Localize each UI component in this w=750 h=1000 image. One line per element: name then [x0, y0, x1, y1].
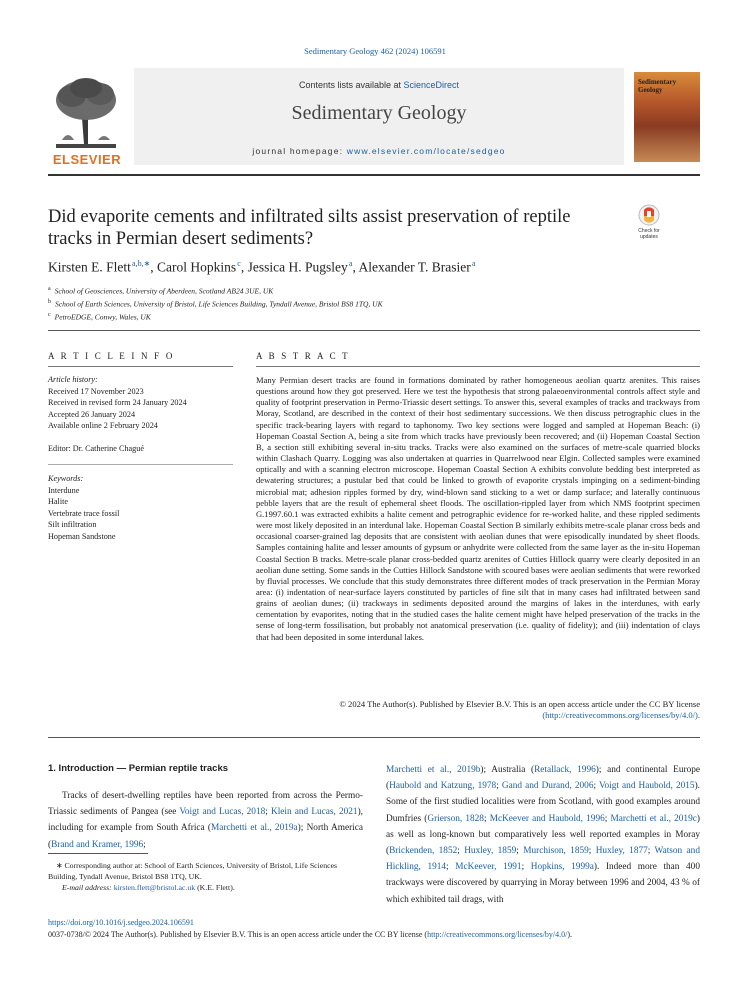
author-superscript[interactable]: a [471, 259, 476, 268]
body-text: ; [265, 807, 271, 818]
body-text: ); North America ( [48, 823, 363, 850]
body-text: ). Indeed more than 400 trackways were discovered by quarrying in Moray between 1996 and 2004, 43 % of which exhibited tail drags, with [386, 862, 700, 905]
affiliation-text: PetroEDGE, Conwy, Wales, UK [54, 312, 151, 322]
citation-link[interactable]: Hopkins, 1999a [530, 862, 594, 873]
citation-link[interactable]: Grierson, 1828 [427, 813, 484, 824]
author-name[interactable]: Carol Hopkins [157, 259, 237, 275]
journal-header [48, 68, 700, 165]
citation-link[interactable]: Marchetti et al., 2019c [610, 813, 697, 824]
body-text: ). Some of the first studied localities were from Scotland, with good examples around Dumfries ( [386, 781, 700, 824]
citation-link[interactable]: Voigt and Lucas, 2018 [179, 807, 266, 818]
citation-link[interactable]: McKeever, 1991 [455, 862, 522, 873]
abstract-copyright [256, 699, 700, 721]
footnote-divider [48, 853, 148, 854]
citation-link[interactable]: Watson and Hickling, 1914 [386, 846, 700, 873]
divider [48, 737, 700, 738]
affiliation-text: School of Earth Sciences, University of Bristol, Life Sciences Building, Tyndall Avenue, Bristol BS8 1TQ, UK [55, 299, 383, 309]
keyword: Halite [48, 497, 69, 506]
editor-line: Editor: Dr. Catherine Chagué [48, 443, 144, 453]
affiliation-marker: c [48, 312, 51, 318]
keyword: Silt infiltration [48, 520, 97, 529]
body-column-left [48, 788, 363, 853]
body-text: ) as well as long-known but comparatively less well reported examples in Moray ( [386, 813, 700, 857]
homepage-line [134, 146, 624, 156]
affiliation-item [48, 284, 708, 297]
affiliation-marker: a [48, 286, 51, 292]
author-name[interactable]: Kirsten E. Flett [48, 259, 131, 275]
keyword: Interdune [48, 485, 80, 495]
email-link[interactable]: kirsten.flett@bristol.ac.uk [113, 883, 196, 892]
body-text: ; [496, 781, 502, 792]
divider [48, 464, 233, 465]
divider [48, 330, 700, 331]
email-suffix: (K.E. Flett). [195, 883, 235, 892]
issn-line [48, 930, 748, 939]
body-column-right [386, 762, 700, 908]
body-text: ); and continental Europe ( [386, 765, 700, 792]
author-name[interactable]: Jessica H. Pugsley [247, 259, 348, 275]
license-link[interactable]: http://creativecommons.org/licenses/by/4.0/ [427, 930, 568, 939]
citation-link[interactable]: Huxley, 1877 [595, 846, 648, 857]
citation-link[interactable]: Haubold and Katzung, 1978 [389, 781, 497, 792]
history-online: Available online 2 February 2024 [48, 421, 158, 430]
sciencedirect-link[interactable]: ScienceDirect [403, 80, 460, 90]
divider [256, 366, 700, 367]
author-list: Kirsten E. Flett $^{a,b,∗}$, Carol Hopkins $^c$, Jessica H. Pugsley $^a$, Alexander T. Brasier $^a$ [48, 259, 476, 275]
footnotes [48, 860, 364, 893]
journal-title: Sedimentary Geology [291, 102, 467, 124]
keyword: Vertebrate trace fossil [48, 508, 120, 518]
history-received: Received 17 November 2023 [48, 386, 144, 396]
email-label: E-mail address: [62, 883, 114, 892]
article-title: Did evaporite cements and infiltrated silts assist preservation of reptile tracks in Permian desert sediments? [48, 207, 571, 249]
citation-link[interactable]: Huxley, 1859 [464, 846, 517, 857]
citation-link[interactable]: Brand and Kramer, 1996 [51, 839, 144, 850]
citation-link[interactable]: Klein and Lucas, 2021 [270, 807, 358, 818]
issn-end: ). [567, 930, 573, 939]
homepage-link[interactable]: www.elsevier.com/locate/sedgeo [346, 146, 506, 156]
body-text: ; [143, 839, 146, 850]
affiliation-text: School of Geosciences, University of Aberdeen, Scotland AB24 3UE, UK [54, 286, 274, 296]
body-text: ; [516, 846, 524, 857]
article-info-heading: A R T I C L E I N F O [48, 351, 175, 361]
body-text: ; [647, 846, 655, 857]
divider [48, 366, 233, 367]
author-name[interactable]: Alexander T. Brasier [358, 259, 471, 275]
issn-text: 0037-0738/© 2024 The Author(s). Published by Elsevier B.V. This is an open access article under the CC BY license ( [48, 930, 428, 939]
body-text: ; [521, 862, 531, 873]
journal-banner [134, 68, 624, 165]
history-revised: Received in revised form 24 January 2024 [48, 398, 187, 407]
affiliation-marker: b [48, 299, 51, 305]
affiliations [48, 284, 708, 323]
body-text: ; [483, 813, 490, 824]
citation-link[interactable]: Marchetti et al., 2019b [386, 765, 481, 775]
citation-link[interactable]: Voigt and Haubold, 2015 [598, 781, 695, 792]
section-heading: 1. Introduction — Permian reptile tracks [48, 763, 229, 774]
body-text: ; [588, 846, 596, 857]
citation-link[interactable]: McKeever and Haubold, 1996 [489, 813, 605, 824]
header-divider [48, 174, 700, 176]
affiliation-item [48, 310, 708, 323]
doi-link[interactable]: https://doi.org/10.1016/j.sedgeo.2024.106591 [48, 918, 194, 927]
abstract-heading: A B S T R A C T [256, 351, 350, 361]
cover-title: Sedimentary Geology [638, 78, 677, 94]
homepage-prefix: journal homepage: [252, 146, 347, 156]
elsevier-tree-logo[interactable] [48, 74, 124, 167]
author-superscript[interactable]: a,b,∗ [132, 259, 151, 268]
copyright-text: © 2024 The Author(s). Published by Elsevier B.V. This is an open access article under the CC BY license [339, 699, 700, 709]
body-text: ; [604, 813, 611, 824]
citation-link[interactable]: Murchison, 1859 [523, 846, 589, 857]
contents-prefix: Contents lists available at [298, 80, 404, 90]
check-for-updates-icon [632, 204, 666, 228]
email-note [48, 882, 364, 893]
journal-citation-link[interactable]: Sedimentary Geology 462 (2024) 106591 [304, 46, 446, 56]
abstract-body: Many Permian desert tracks are found in formations dominated by rather homogeneous aeolian quartz arenites. This raises questions around how they got preserved. Here we test the hypothesis that strong palaeoenvironmental controls affect style and quality of footprint preservation in Permo-Triassic desert settings. To answer this, several examples of tracks and trackways from Moray, Scotland, are described in the context of their host sedimentary successions. We then discuss petrographic clues in the specific track-bearing layers with regard to taphonomy. Two key sections were logged and sampled at Hopeman Beach: (i) Hopeman Coastal Section A, being a site from which tracks have previously been recovered; and (ii) Hopeman Coastal Section B, a section still exhibiting several in-situ tracks. Tracks were also examined on the surfaces of metre-scale quarried blocks within Clashach Quarry. Logging was also undertaken at quarries in Quarrelwood near Elgin. Collected samples were examined optically and with a scanning electron microscope. Hopeman Coastal Section A exhibits convolute bedding best interpreted as dewatering structures; a pustular bed that could be linked to growth of evaporite crystals impinging on a sediment-binding microbial mat; adhesion ripples formed by dry, wind-blown sand sticking to a wet or damp surface; and laterally continuous pebble layers that are the result of ephemeral sheet floods. The oscillation-rippled layer from which NMS footprint specimen G.1997.60.1 was extracted exhibits a halite cement and petrographic evidence for re-worked halite, and these rippled sediments were most likely deposited in an interdunal lake. Hopeman Coastal Section B similarly exhibits metre-scale planar cross beds and occasional coarser-grained lag deposits that are consistent with aeolian dunes that were episodically inundated by sheet floods. Samples containing halite and lesser amounts of gypsum or anhydrite were collected from the same layer as the in-situ Hopeman Coastal Section B tracks. Metre-scale planar cross-bedded quartz arenites of Cutties Hillock quarry were clearly deposited in an aeolian dune setting. Some sands in the Cutties Hillock Sandstone with scoured bases were aeolian sediments that were reworked by fluvial processes. We conclude that this study demonstrates three different modes of track preservation in the Permian Moray area: (i) indentation of near-surface layers constituted by particles of fine silt that in many cases had infiltrated between sand grains of aeolian dunes; (ii) trackways in sediments deposited around the margins of lakes in the interdunes, with early cementation by evaporites, noting that in the studied cases the halite cement might have helped preservation of the tracks in the sense of long-term fossilisation, but probably not anatomical preservation (i.e. quality of fidelity); and (iii) indentation of clays that had been deposited in some interdunal lakes. [256, 375, 700, 642]
body-text: ; [593, 781, 599, 792]
keywords-label: Keywords: [48, 474, 84, 483]
license-link[interactable]: (http://creativecommons.org/licenses/by/4.0/). [542, 710, 700, 721]
keywords [48, 473, 233, 542]
history-accepted: Accepted 26 January 2024 [48, 409, 136, 419]
body-text: ; [457, 846, 465, 857]
author-superscript[interactable]: c [237, 259, 241, 268]
contents-line [134, 80, 624, 90]
author-superscript[interactable]: a [348, 259, 353, 268]
keyword: Hopeman Sandstone [48, 531, 116, 541]
history-label: Article history: [48, 375, 98, 384]
body-text: ), including for example from South Africa ( [48, 807, 363, 834]
body-text: ; [446, 862, 456, 873]
citation-link[interactable]: Brickenden, 1852 [389, 846, 458, 857]
journal-cover-thumbnail[interactable] [634, 72, 700, 162]
article-history [48, 374, 233, 454]
body-text: Tracks of desert-dwelling reptiles have been reported from across the Permo-Triassic sediments of Pangea (see [48, 791, 363, 818]
citation-link[interactable]: Marchetti et al., 2019a [211, 823, 298, 834]
citation-link[interactable]: Retallack, 1996 [534, 765, 596, 775]
affiliation-item [48, 297, 708, 310]
check-for-updates-label: Check for updates [638, 228, 660, 240]
check-for-updates-button[interactable] [632, 204, 666, 240]
elsevier-wordmark: ELSEVIER [52, 152, 122, 167]
corresponding-author-note: ∗ Corresponding author at: School of Earth Sciences, University of Bristol, Life Sciences Building, Tyndall Avenue, Bristol BS8 1TQ, UK. [48, 861, 338, 881]
body-text: ); Australia ( [480, 765, 535, 775]
citation-link[interactable]: Gand and Durand, 2006 [501, 781, 594, 792]
